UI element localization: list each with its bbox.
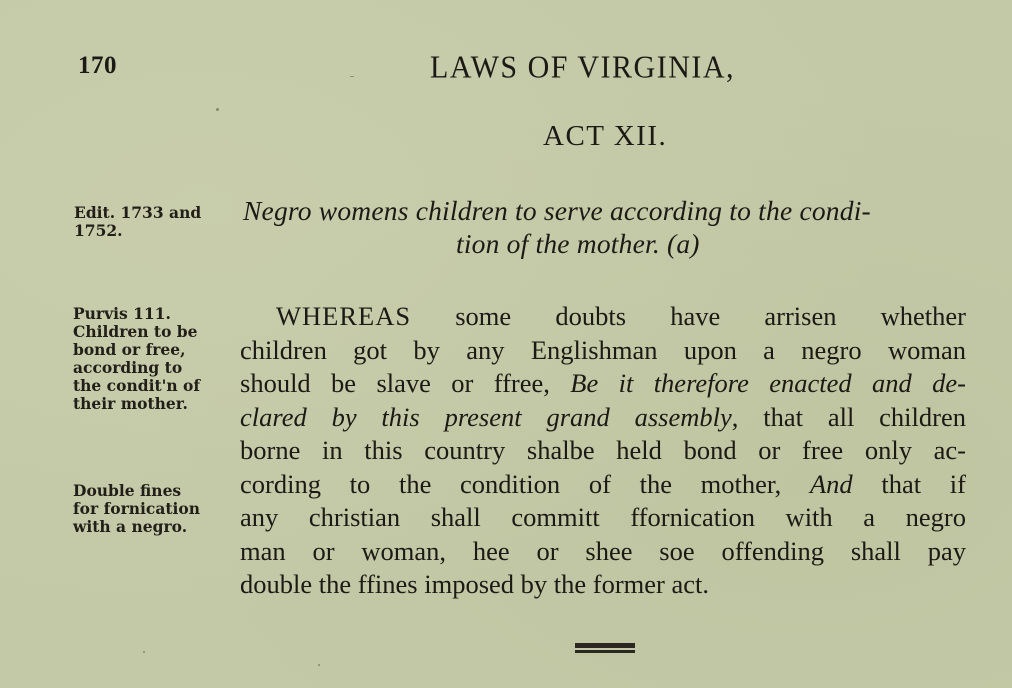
act-subtitle-line: Negro womens children to serve according to the condi-	[243, 195, 871, 226]
margin-note-line: 1752.	[74, 221, 123, 240]
margin-note-line: Double fines	[73, 481, 182, 500]
page-number: 170	[78, 52, 117, 79]
margin-note-purvis	[73, 305, 233, 413]
text-segment: any christian shall committ ffornication with a negro	[240, 502, 966, 532]
text-segment: cording to the condition of the mother,	[240, 468, 810, 499]
running-head: LAWS OF VIRGINIA,	[430, 50, 736, 85]
body-line	[240, 468, 966, 502]
section-end-ornament	[575, 643, 635, 650]
italic-segment: Be it therefore enacted and de-	[570, 368, 966, 398]
margin-note-line: bond or free,	[73, 340, 186, 359]
text-segment: double the ffines imposed by the former act.	[240, 569, 710, 599]
italic-segment: clared by this present grand assembly	[240, 401, 732, 432]
margin-note-line: according to	[73, 358, 183, 377]
margin-note-line: Purvis 111.	[73, 304, 171, 323]
act-title: ACT XII.	[543, 120, 668, 152]
body-line	[240, 568, 966, 602]
text-segment: some doubts have arrisen whether	[411, 301, 966, 331]
margin-note-fines	[73, 482, 233, 536]
act-subtitle-line: tion of the mother. (a)	[456, 228, 700, 259]
text-segment: that if	[852, 468, 966, 499]
body-line	[240, 535, 966, 569]
text-segment: children got by any Englishman upon a negro woman	[240, 334, 966, 365]
text-segment: , that all children	[731, 401, 966, 432]
act-subtitle	[243, 194, 973, 260]
body-line	[240, 367, 966, 401]
margin-note-line: their mother.	[73, 394, 188, 413]
paper-speck	[350, 76, 354, 77]
body-line	[240, 401, 966, 435]
body-line	[240, 501, 966, 535]
italic-segment: And	[809, 468, 853, 499]
paper-speck	[318, 664, 320, 666]
margin-note-edition	[74, 204, 234, 240]
lead-word: WHEREAS	[276, 301, 412, 331]
margin-note-line: with a negro.	[73, 517, 188, 536]
margin-note-line: for fornication	[73, 499, 201, 518]
paper-speck	[216, 108, 219, 111]
text-segment: should be slave or ffree,	[240, 368, 571, 398]
body-line	[240, 334, 966, 368]
margin-note-line: Children to be	[73, 322, 198, 341]
text-segment: man or woman, hee or shee soe offending shall pay	[240, 535, 966, 566]
body-line	[240, 434, 966, 468]
margin-note-line: the condit'n of	[73, 376, 201, 395]
margin-note-line: Edit. 1733 and	[74, 203, 202, 222]
paper-speck	[143, 651, 145, 653]
body-line	[240, 300, 966, 334]
text-segment: borne in this country shalbe held bond or free only ac-	[240, 435, 966, 465]
act-body	[240, 300, 966, 602]
